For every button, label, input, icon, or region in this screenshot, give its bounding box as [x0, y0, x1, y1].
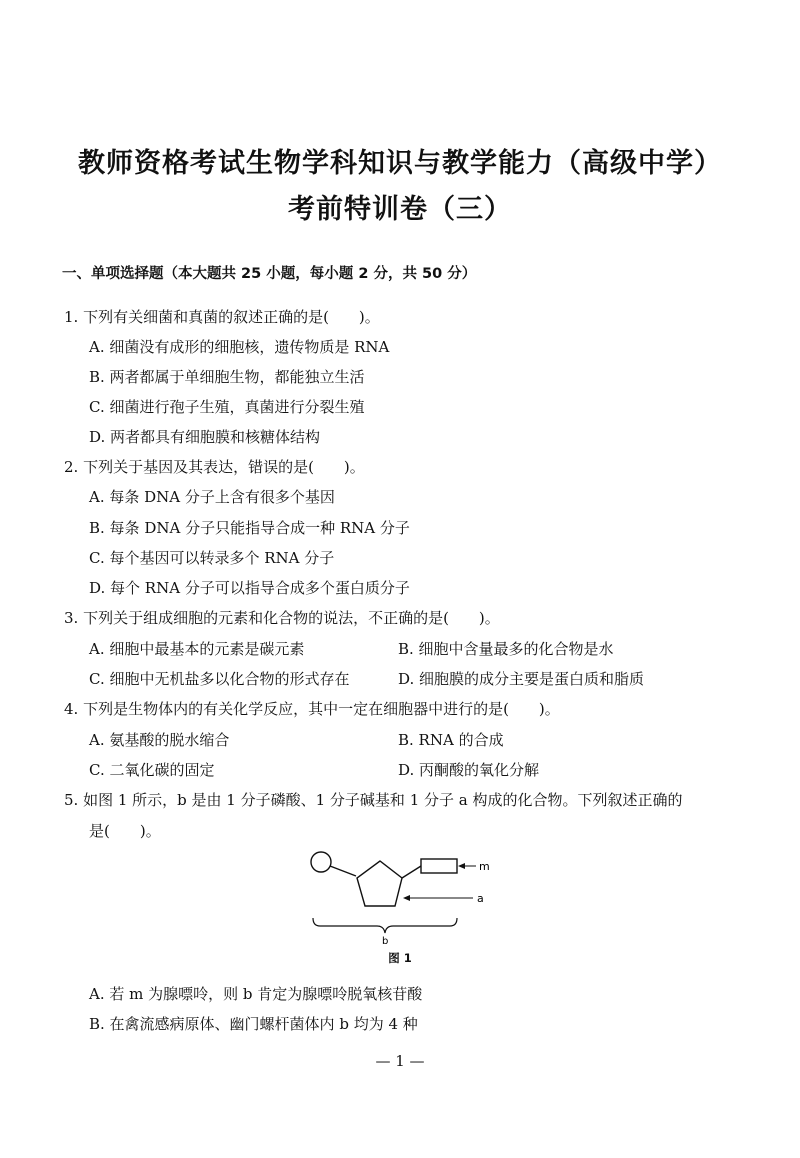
phosphate-bond — [330, 866, 356, 876]
title-line-2: 考前特训卷（三） — [288, 194, 512, 225]
page-number: — 1 — — [375, 1052, 425, 1070]
pentose-pentagon — [357, 861, 402, 906]
phosphate-circle — [311, 852, 331, 872]
question-4-option-c: C. 二氧化碳的固定 — [89, 761, 215, 779]
arrow-m-head — [458, 863, 465, 869]
section-heading: 一、单项选择题（本大题共 25 小题，每小题 2 分，共 50 分） — [62, 266, 477, 282]
question-2-option-d: D. 每个 RNA 分子可以指导合成多个蛋白质分子 — [89, 579, 410, 597]
label-a: a — [477, 892, 484, 905]
question-4-option-a: A. 氨基酸的脱水缩合 — [89, 731, 230, 749]
figure-caption: 图 1 — [388, 951, 412, 965]
question-2-option-c: C. 每个基因可以转录多个 RNA 分子 — [89, 549, 335, 567]
question-1-option-a: A. 细菌没有成形的细胞核，遗传物质是 RNA — [89, 338, 390, 356]
question-4-option-d: D. 丙酮酸的氧化分解 — [398, 761, 540, 779]
title-line-1: 教师资格考试生物学科知识与教学能力（高级中学） — [78, 148, 722, 179]
question-5-stem-line-1: 5. 如图 1 所示，b 是由 1 分子磷酸、1 分子碱基和 1 分子 a 构成的化合物。下列叙述正确的 — [64, 791, 683, 809]
question-3-option-d: D. 细胞膜的成分主要是蛋白质和脂质 — [398, 670, 645, 688]
question-1-option-c: C. 细菌进行孢子生殖，真菌进行分裂生殖 — [89, 398, 365, 416]
question-1-option-d: D. 两者都具有细胞膜和核糖体结构 — [89, 428, 321, 446]
question-2-stem: 2. 下列关于基因及其表达，错误的是( )。 — [64, 458, 365, 476]
question-2-option-a: A. 每条 DNA 分子上含有很多个基因 — [89, 488, 335, 506]
question-1-option-b: B. 两者都属于单细胞生物，都能独立生活 — [89, 368, 365, 386]
question-3-option-b: B. 细胞中含量最多的化合物是水 — [398, 640, 614, 658]
question-5-option-b: B. 在禽流感病原体、幽门螺杆菌体内 b 均为 4 种 — [89, 1015, 418, 1033]
question-5-stem-line-2: 是( )。 — [89, 822, 161, 840]
question-3-stem: 3. 下列关于组成细胞的元素和化合物的说法，不正确的是( )。 — [64, 609, 500, 627]
base-rectangle — [421, 859, 457, 873]
arrow-a-head — [403, 895, 410, 901]
label-b: b — [382, 936, 389, 946]
question-2-option-b: B. 每条 DNA 分子只能指导合成一种 RNA 分子 — [89, 519, 410, 537]
nucleotide-diagram — [300, 846, 500, 946]
question-4-option-b: B. RNA 的合成 — [398, 731, 504, 749]
question-5-option-a: A. 若 m 为腺嘌呤，则 b 肯定为腺嘌呤脱氧核苷酸 — [89, 985, 423, 1003]
question-3-option-a: A. 细胞中最基本的元素是碳元素 — [89, 640, 305, 658]
base-bond — [402, 866, 421, 878]
question-3-option-c: C. 细胞中无机盐多以化合物的形式存在 — [89, 670, 350, 688]
brace-b — [313, 918, 457, 933]
question-4-stem: 4. 下列是生物体内的有关化学反应，其中一定在细胞器中进行的是( )。 — [64, 700, 560, 718]
label-m: m — [479, 860, 490, 873]
question-1-stem: 1. 下列有关细菌和真菌的叙述正确的是( )。 — [64, 308, 380, 326]
